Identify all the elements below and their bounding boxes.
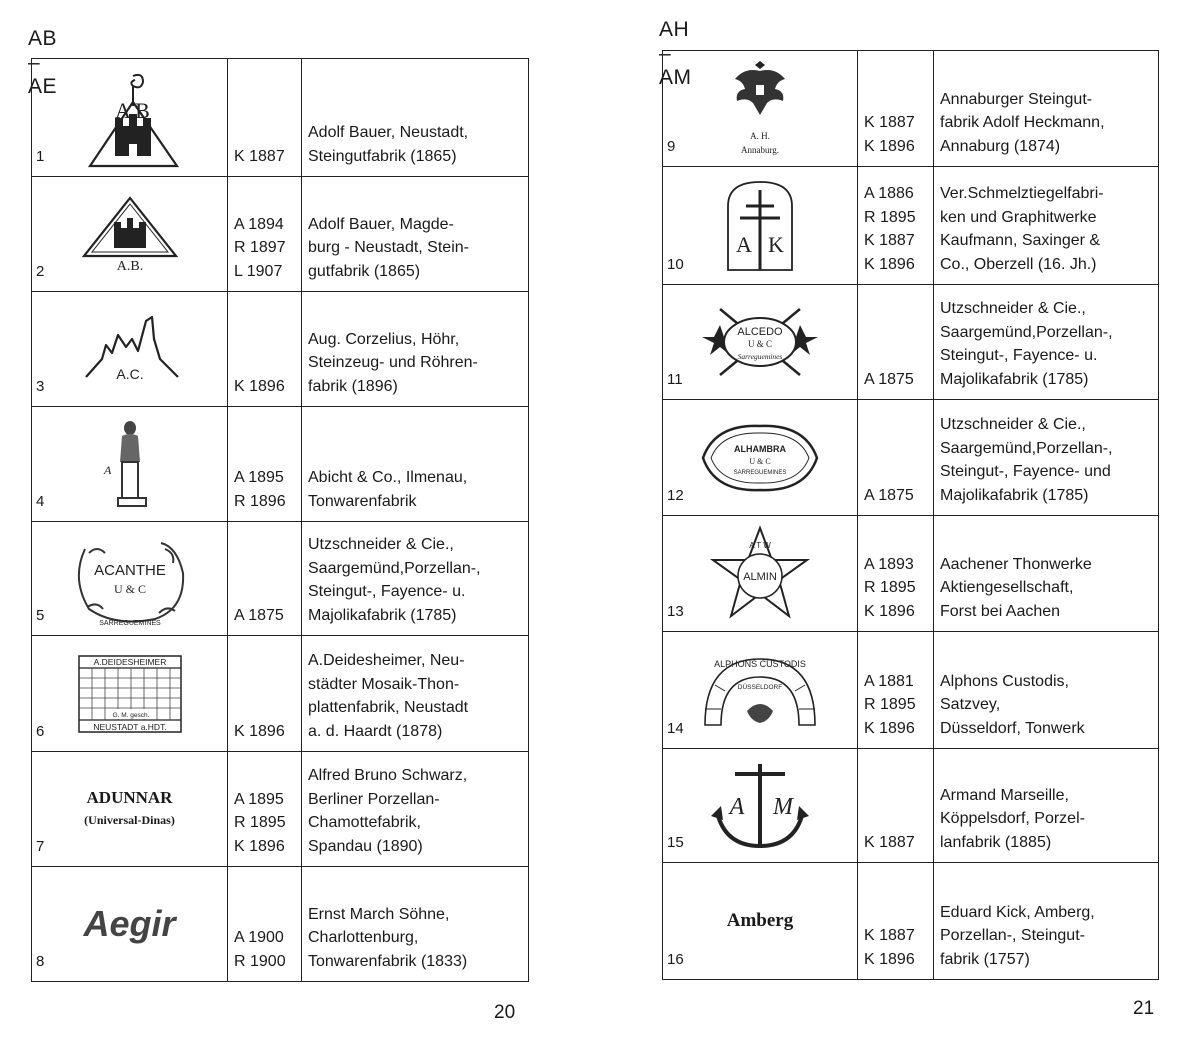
entry-number: 15: [667, 833, 684, 851]
description-cell: [302, 636, 529, 752]
description-cell: [934, 749, 1159, 863]
mark-protection: G. M. gesch.: [112, 711, 149, 719]
description-line: Steinzeug- und Röhren-: [308, 354, 478, 371]
description-cell: [302, 867, 529, 982]
left-marks-table: [31, 58, 529, 982]
mark-letters: ALHAMBRA: [734, 443, 786, 454]
registration-year: K 1896: [864, 950, 915, 968]
table-row: [32, 292, 529, 407]
registration-year: A 1875: [864, 486, 914, 504]
registration-year: R 1896: [234, 492, 286, 510]
registration-year: R 1895: [234, 814, 286, 831]
description-line: Utzschneider & Cie.,: [940, 300, 1086, 317]
description-line: Eduard Kick, Amberg,: [940, 903, 1095, 921]
registration-cell: [858, 516, 934, 632]
table-row: [663, 516, 1159, 632]
registration-year: K 1887: [234, 147, 285, 165]
mark-cell: [32, 752, 228, 867]
description-cell: [934, 167, 1159, 285]
entry-number: 6: [36, 722, 45, 740]
description-line: Steingutfabrik (1865): [308, 147, 457, 165]
description-line: Utzschneider & Cie.,: [940, 416, 1086, 433]
registration-year: K 1887: [864, 114, 915, 131]
table-row: [663, 749, 1159, 863]
arch-kiln-mark: [695, 645, 825, 735]
registration-cell: [228, 752, 302, 867]
description-cell: [934, 632, 1159, 749]
table-row: [32, 59, 529, 177]
entry-number: 16: [667, 950, 684, 968]
description-line: Tonwarenfabrik (1833): [308, 952, 468, 970]
description-line: Chamottefabrik,: [308, 814, 421, 831]
mark-letter-right: K: [768, 231, 784, 257]
mark-letters: Amberg: [726, 910, 794, 932]
description-line: Utzschneider & Cie.,: [308, 536, 454, 553]
mark-cell: [663, 632, 858, 749]
registration-year: A 1895: [234, 469, 284, 486]
description-line: Forst bei Aachen: [940, 602, 1061, 620]
description-cell: [302, 177, 529, 292]
entry-number: 8: [36, 952, 45, 970]
registration-year: R 1895: [864, 696, 916, 713]
registration-cell: [858, 863, 934, 980]
registration-year: R 1895: [864, 208, 916, 226]
table-row: [663, 285, 1159, 400]
description-line: lanfabrik (1885): [940, 833, 1052, 851]
mark-cell: [32, 292, 228, 407]
anchor-mark: [705, 756, 815, 856]
acanthe-wreath-mark: [65, 529, 195, 629]
description-line: Annaburg (1874): [940, 137, 1061, 155]
description-line: Köppelsdorf, Porzel-: [940, 810, 1085, 827]
mark-cell: [32, 407, 228, 522]
registration-cell: [858, 167, 934, 285]
mark-letters: A. H.: [750, 130, 770, 141]
mark-letter-left: A: [729, 793, 745, 820]
entry-number: 7: [36, 837, 45, 855]
cross-arch-mark: [720, 176, 800, 276]
mark-place: SARREGUEMINES: [733, 469, 787, 476]
mark-initials: A T W: [749, 540, 771, 550]
mark-initials: U & C: [113, 581, 146, 596]
description-line: Ernst March Söhne,: [308, 905, 450, 923]
description-line: Adolf Bauer, Magde-: [308, 215, 454, 233]
mark-initials: U & C: [749, 456, 771, 466]
description-line: a. d. Haardt (1878): [308, 722, 443, 740]
registration-year: K 1887: [864, 833, 915, 851]
description-line: Steingut-, Fayence- und: [940, 463, 1111, 480]
mark-letters: A.B.: [116, 259, 143, 274]
mark-cell: [663, 516, 858, 632]
registration-cell: [228, 522, 302, 636]
description-cell: [934, 516, 1159, 632]
registration-cell: [228, 59, 302, 177]
registration-year: A 1893: [864, 555, 914, 573]
description-line: Annaburger Steingut-: [940, 90, 1093, 108]
entry-number: 5: [36, 606, 45, 624]
description-line: Alphons Custodis,: [940, 672, 1069, 690]
mark-letters: A.C.: [115, 366, 144, 382]
description-line: fabrik Adolf Heckmann,: [940, 114, 1105, 131]
description-line: Aktiengesellschaft,: [940, 579, 1074, 596]
registration-cell: [858, 51, 934, 167]
description-line: Adolf Bauer, Neustadt,: [308, 124, 469, 141]
mark-letters: ALPHONS CUSTODIS: [714, 659, 806, 669]
mark-cell: [663, 51, 858, 167]
registration-year: K 1896: [864, 255, 915, 273]
registration-year: A 1875: [864, 370, 914, 388]
description-line: Tonwarenfabrik: [308, 492, 417, 510]
mark-letter-left: A: [736, 231, 752, 257]
mark-place: NEUSTADT a.HDT.: [92, 721, 167, 732]
description-line: Spandau (1890): [308, 837, 423, 855]
mark-letter-right: M: [773, 793, 793, 820]
mark-cell: [32, 867, 228, 982]
registration-year: K 1896: [234, 722, 285, 740]
description-cell: [302, 292, 529, 407]
registration-year: A 1886: [864, 185, 914, 202]
mark-cell: [663, 749, 858, 863]
description-line: plattenfabrik, Neustadt: [308, 699, 469, 716]
left-page-heading: AB – AE: [28, 27, 58, 98]
registration-year: A 1875: [234, 606, 284, 624]
description-line: Majolikafabrik (1785): [940, 486, 1089, 504]
mark-letters: Aegir: [83, 903, 176, 945]
description-cell: [934, 400, 1159, 516]
table-row: [32, 522, 529, 636]
tile-grid-mark: [75, 654, 185, 734]
mark-letters: ACANTHE: [93, 561, 166, 579]
alcedo-stars-mark: [690, 297, 830, 387]
mark-letters: A.DEIDESHEIMER: [93, 656, 166, 667]
page-number: 21: [1133, 998, 1155, 1019]
table-row: [663, 167, 1159, 285]
entry-number: 13: [667, 602, 684, 620]
registration-year: K 1887: [864, 232, 915, 249]
registration-cell: [228, 636, 302, 752]
description-line: Berliner Porzellan-: [308, 790, 440, 808]
description-cell: [934, 863, 1159, 980]
table-row: [32, 752, 529, 867]
table-row: [32, 177, 529, 292]
triangle-castle-mark: [75, 68, 185, 168]
description-line: Düsseldorf, Tonwerk: [940, 719, 1085, 737]
description-line: ken und Graphitwerke: [940, 208, 1097, 226]
registration-year: A 1881: [864, 672, 914, 690]
registration-cell: [858, 632, 934, 749]
registration-year: R 1895: [864, 579, 916, 596]
table-row: [663, 863, 1159, 980]
description-line: A.Deidesheimer, Neu-: [308, 652, 465, 669]
mark-place: SARREGUEMINES: [98, 619, 161, 627]
mark-letters: A: [103, 463, 111, 477]
entry-number: 10: [667, 255, 684, 273]
mark-letters: ALMIN: [743, 570, 777, 583]
registration-year: A 1900: [234, 929, 284, 946]
registration-cell: [858, 749, 934, 863]
registration-year: K 1896: [864, 137, 915, 155]
registration-year: K 1887: [864, 927, 915, 944]
right-marks-table: [662, 50, 1159, 980]
star-mark: [705, 524, 815, 624]
description-cell: [302, 407, 529, 522]
description-line: Saargemünd,Porzellan-,: [940, 439, 1113, 457]
registration-year: A 1894: [234, 215, 284, 233]
description-cell: [302, 522, 529, 636]
mark-cell: [663, 863, 858, 980]
registration-year: R 1900: [234, 952, 286, 970]
description-line: fabrik (1896): [308, 377, 398, 395]
description-cell: [302, 59, 529, 177]
mark-cell: [663, 167, 858, 285]
description-line: Abicht & Co., Ilmenau,: [308, 469, 468, 486]
eagle-mark: [715, 59, 805, 159]
registration-year: A 1895: [234, 790, 284, 808]
description-line: Charlottenburg,: [308, 929, 419, 946]
right-page-heading: AH – AM: [659, 18, 692, 89]
alhambra-ornate-mark: [695, 418, 825, 498]
mark-cell: [32, 522, 228, 636]
registration-year: K 1896: [234, 837, 285, 855]
mark-cell: [663, 400, 858, 516]
table-row: [32, 636, 529, 752]
description-line: Co., Oberzell (16. Jh.): [940, 255, 1097, 273]
description-line: Steingut-, Fayence- u.: [940, 347, 1098, 364]
registration-year: R 1897: [234, 239, 286, 256]
registration-year: K 1896: [864, 719, 915, 737]
page-number: 20: [494, 1002, 516, 1023]
entry-number: 11: [667, 370, 683, 388]
description-line: städter Mosaik-Thon-: [308, 675, 460, 693]
description-line: Steingut-, Fayence- u.: [308, 583, 466, 600]
registration-cell: [228, 177, 302, 292]
mark-initials: U & C: [747, 339, 773, 349]
mark-letters: ADUNNAR: [86, 787, 173, 807]
table-row: [32, 867, 529, 982]
description-line: Armand Marseille,: [940, 786, 1069, 804]
description-line: Alfred Bruno Schwarz,: [308, 767, 468, 784]
description-line: Aachener Thonwerke: [940, 555, 1092, 573]
description-cell: [934, 51, 1159, 167]
rock-mountain-mark: [80, 309, 180, 389]
registration-cell: [228, 407, 302, 522]
figure-on-pedestal-mark: [90, 414, 170, 514]
description-line: Majolikafabrik (1785): [940, 370, 1089, 388]
description-line: Saargemünd,Porzellan-,: [940, 323, 1113, 341]
entry-number: 4: [36, 492, 45, 510]
mark-cell: [32, 59, 228, 177]
mark-letters: A B: [114, 97, 150, 123]
entry-number: 3: [36, 377, 45, 395]
description-cell: [302, 752, 529, 867]
mark-cell: [32, 177, 228, 292]
description-line: burg - Neustadt, Stein-: [308, 239, 469, 256]
description-line: Kaufmann, Saxinger &: [940, 232, 1101, 249]
description-line: Aug. Corzelius, Höhr,: [308, 330, 460, 348]
description-line: Majolikafabrik (1785): [308, 606, 457, 624]
mark-cell: [32, 636, 228, 752]
registration-cell: [228, 867, 302, 982]
registration-cell: [858, 400, 934, 516]
entry-number: 1: [36, 147, 45, 165]
mark-place: Annaburg.: [740, 144, 780, 155]
mark-letters: ALCEDO: [737, 326, 783, 338]
table-row: [663, 400, 1159, 516]
registration-cell: [858, 285, 934, 400]
table-row: [663, 51, 1159, 167]
description-line: Saargemünd,Porzellan-,: [308, 559, 481, 577]
table-row: [663, 632, 1159, 749]
entry-number: 9: [667, 137, 676, 155]
description-line: Ver.Schmelztiegelfabri-: [940, 185, 1104, 202]
description-line: Porzellan-, Steingut-: [940, 927, 1085, 944]
triangle-castle-mark: [80, 194, 180, 274]
table-row: [32, 407, 529, 522]
registration-cell: [228, 292, 302, 407]
registration-year: L 1907: [234, 262, 283, 280]
entry-number: 12: [667, 486, 684, 504]
entry-number: 14: [667, 719, 684, 737]
mark-place: Sarreguemines: [737, 352, 783, 361]
description-cell: [934, 285, 1159, 400]
mark-cell: [663, 285, 858, 400]
description-line: gutfabrik (1865): [308, 262, 421, 280]
mark-place: DÜSSELDORF: [737, 684, 783, 691]
mark-subtitle: (Universal-Dinas): [84, 813, 175, 827]
registration-year: K 1896: [234, 377, 285, 395]
registration-year: K 1896: [864, 602, 915, 620]
description-line: Satzvey,: [940, 696, 1001, 713]
entry-number: 2: [36, 262, 45, 280]
description-line: fabrik (1757): [940, 950, 1030, 968]
